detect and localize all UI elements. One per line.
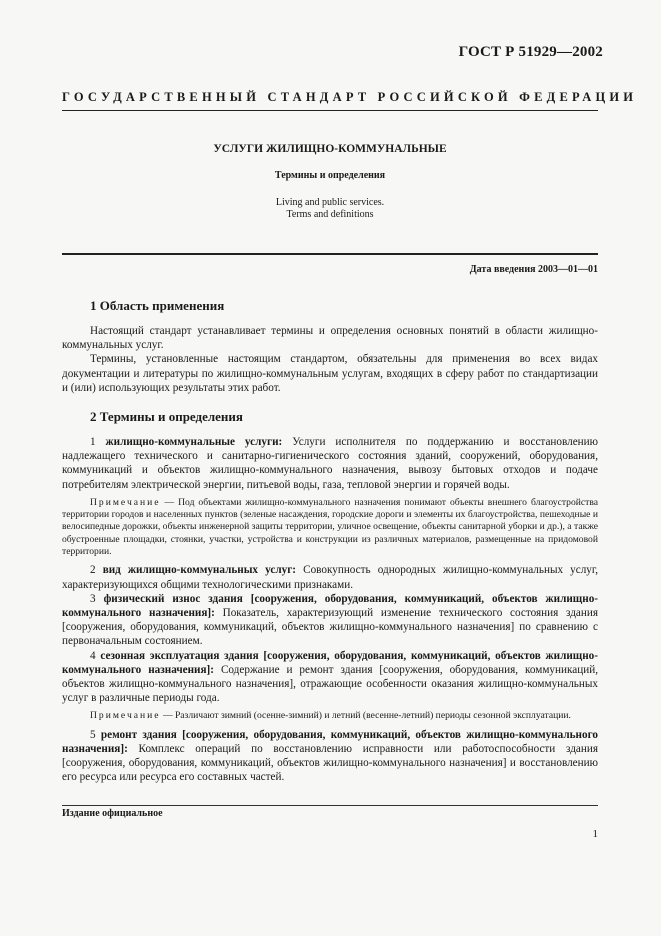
- note-2-lead: Примечание: [90, 710, 161, 722]
- term-5-name: ремонт здания [сооружения, оборудования, коммуникаций, объектов жилищно-коммунального назначения]:: [62, 728, 598, 755]
- term-3-definition: Показатель, характеризующий изменение технического состояния здания [сооружения, оборудования, коммуникаций, объектов жилищно-коммунального назначения] по сравнению с первоначальным состоянием.: [62, 606, 599, 648]
- term-3-name: физический износ здания [сооружения, оборудования, коммуникаций, объектов жилищно-коммунального назначения]:: [62, 592, 599, 619]
- english-title-line-2: Terms and definitions: [286, 209, 374, 220]
- note-1-text: — Под объектами жилищно-коммунального назначения понимают объекты внешнего благоустройства территории городов и населенных пунктов (зеленые насаждения, городские дороги и элементы их благоустройства, пешеходные и велосипедные дорожки, объекты инженерной защиты территории, уличное освещение, объекты санитарной уборки и др.), а также обустроенные площадки, стоянки, участки, устройства и конструкции из различных материалов, размещенные на придомовой территории.: [62, 496, 598, 558]
- section-2-heading: 2 Термины и определения: [90, 409, 243, 425]
- section-1-paragraph-1: Настоящий стандарт устанавливает термины и определения основных понятий в области жилищно-коммунальных услуг.: [62, 325, 598, 352]
- document-title: УСЛУГИ ЖИЛИЩНО-КОММУНАЛЬНЫЕ: [213, 143, 447, 155]
- term-4: [62, 649, 598, 706]
- english-title-line-1: Living and public services.: [275, 197, 385, 208]
- footer-divider: [62, 805, 598, 806]
- term-5-definition: Комплекс операций по восстановлению исправности или работоспособности здания [сооружения, оборудования, коммуникаций, объектов жилищно-коммунального назначения] и восстановлению его ресурса или ресурса его составных частей.: [62, 742, 599, 784]
- state-standard-heading: ГОСУДАРСТВЕННЫЙ СТАНДАРТ РОССИЙСКОЙ ФЕДЕРАЦИИ: [62, 90, 638, 104]
- term-1-number: 1: [90, 436, 96, 449]
- term-2-name: вид жилищно-коммунальных услуг:: [102, 564, 297, 577]
- section-1-heading: 1 Область применения: [90, 298, 225, 313]
- term-1: [62, 435, 598, 492]
- introduction-date: Дата введения 2003—01—01: [469, 264, 598, 275]
- note-1: [62, 497, 598, 558]
- note-1-lead: Примечание: [90, 496, 161, 508]
- document-body: [62, 298, 598, 784]
- term-1-name: жилищно-коммунальные услуги:: [105, 436, 283, 449]
- gost-number: ГОСТ Р 51929—2002: [458, 44, 603, 60]
- term-5-number: 5: [90, 728, 96, 741]
- page-number: 1: [592, 828, 598, 840]
- official-edition-label: Издание официальное: [62, 808, 163, 819]
- note-2: [62, 710, 598, 722]
- top-divider: [62, 110, 598, 111]
- term-4-definition: Содержание и ремонт здания [сооружения, оборудования, коммуникаций, объектов жилищно-коммунального назначения], отражающие особенности оказания жилищно-коммунальных услуг в различные периоды года.: [62, 663, 598, 705]
- term-4-number: 4: [90, 649, 96, 662]
- term-4-name: сезонная эксплуатация здания [сооружения, оборудования, коммуникаций, объектов жилищно-коммунального назначения]:: [62, 649, 598, 676]
- note-2-text: — Различают зимний (осенне-зимний) и летний (весенне-летний) периоды сезонной эксплуатации.: [162, 710, 571, 722]
- term-2-number: 2: [90, 564, 96, 577]
- term-1-definition: Услуги исполнителя по поддержанию и восстановлению надлежащего технического и санитарно-гигиенического состояния зданий, сооружений, оборудования, коммуникаций и объектов жилищно-коммунального назначения, вывозу бытовых отходов и подаче потребителям электрической энергии, питьевой воды, газа, тепловой энергии и горячей воды.: [62, 436, 598, 491]
- middle-divider: [62, 253, 598, 255]
- term-5: [62, 728, 598, 785]
- term-3-number: 3: [90, 592, 96, 605]
- term-3: [62, 592, 598, 649]
- document-subtitle: Термины и определения: [274, 170, 386, 181]
- term-2: [62, 563, 598, 591]
- english-title: [62, 197, 598, 221]
- term-2-definition: Совокупность однородных жилищно-коммунальных услуг, характеризующихся общими технологическими признаками.: [62, 564, 598, 591]
- section-1-paragraph-2: Термины, установленные настоящим стандартом, обязательны для применения во всех видах документации и литературы по жилищно-коммунальным услугам, входящих в сферу работ по стандартизации и (или) использующих результаты этих работ.: [62, 353, 598, 394]
